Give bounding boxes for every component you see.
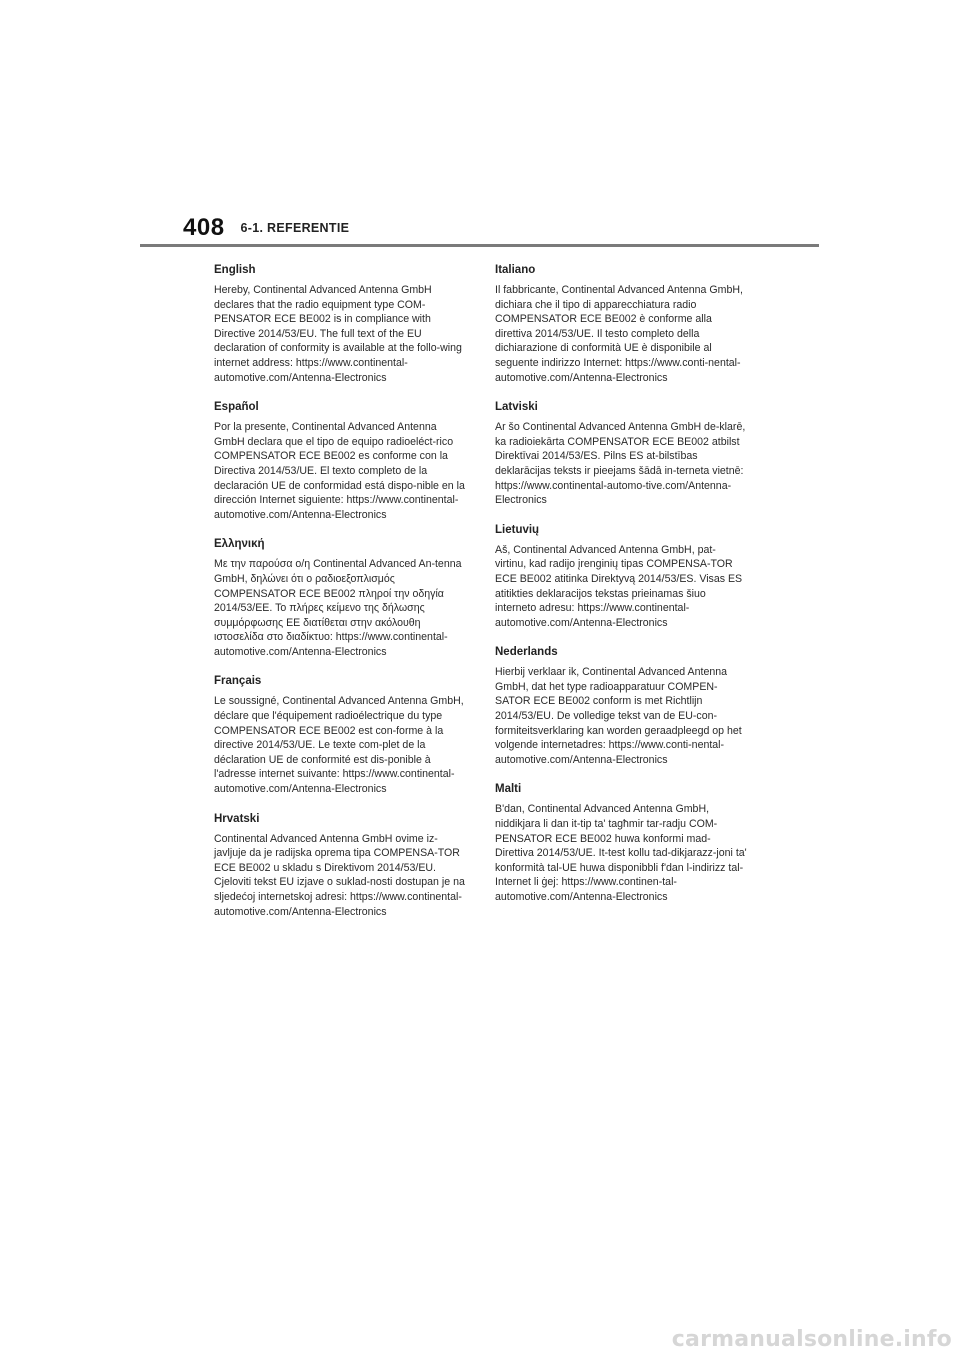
lang-heading: Ελληνική [214,538,265,551]
lang-body: Por la presente, Continental Advanced Antenna GmbH declara que el tipo de equipo radioeléct-rico COMPENSATOR ECE BE002 es conforme con la Directiva 2014/53/UE. El texto completo de la declaración UE de conformidad está dispo-nible en la dirección Internet siguiente: https://www.continental-automotive.com/Antenna-Electronics [214,421,465,521]
lang-heading: Français [214,675,262,688]
lang-section-lietuviu [495,523,747,631]
page-number: 408 [183,214,225,241]
lang-section-malti [495,782,747,904]
right-column [495,263,747,920]
lang-section-italiano [495,263,747,385]
lang-body: Le soussigné, Continental Advanced Antenna GmbH, déclare que l'équipement radioélectrique du type COMPENSATOR ECE BE002 est con-forme à la directive 2014/53/UE. Le texte com-plet de la déclaration UE de conformité est dis-ponible à l'adresse internet suivante: https://www.continental-automotive.com/Antenna-Electronics [214,695,464,796]
lang-heading: Lietuvių [495,523,540,536]
lang-body: Με την παρούσα ο/η Continental Advanced An-tenna GmbH, δηλώνει ότι ο ραδιοεξοπλισμός COMPENSATOR ECE BE002 πληροί την οδηγία 2014/53/ΕΕ. Το πλήρες κείμενο της δήλωσης συμμόρφωσης ΕΕ διατίθεται στην ακόλουθη ιστοσελίδα στο διαδίκτυο: https://www.continental-automotive.com/Antenna-Electronics [214,558,462,658]
lang-section-hrvatski [214,812,466,920]
lang-body: B'dan, Continental Advanced Antenna GmbH, niddikjara li dan it-tip ta' tagħmir tar-radju COM-PENSATOR ECE BE002 huwa konformi mad-Direttiva 2014/53/UE. It-test kollu tad-dikjarazz-joni ta' konformità tal-UE huwa disponibbli f'dan l-indirizz tal-Internet li ġej: https://www.continen-tal-automotive.com/Antenna-Electronics [495,803,747,903]
section-title: 6-1. REFERENTIE [240,221,350,235]
lang-body: Il fabbricante, Continental Advanced Antenna GmbH, dichiara che il tipo di apparecchiatura radio COMPENSATOR ECE BE002 è conforme alla direttiva 2014/53/UE. Il testo completo della dichiarazione di conformità UE è disponibile al seguente indirizzo Internet: https://www.conti-nental-automotive.com/Antenna-Electronics [495,284,743,384]
lang-body: Aš, Continental Advanced Antenna GmbH, pat-virtinu, kad radijo įrenginių tipas COMPENSA-TOR ECE BE002 atitinka Direktyvą 2014/53/ES. Visas ES atitikties deklaracijos tekstas prieinamas šiuo interneto adresu: https://www.continental-automotive.com/Antenna-Electronics [495,543,743,629]
lang-body: Hierbij verklaar ik, Continental Advanced Antenna GmbH, dat het type radioapparatuur COMPEN-SATOR ECE BE002 conform is met Richtlijn 2014/53/EU. De volledige tekst van de EU-con-formiteitsverklaring kan worden geraadpleegd op het volgende internetadres: https://www.conti-nental-automotive.com/Antenna-Electronics [495,666,742,766]
lang-section-greek [214,537,466,659]
lang-section-latviski [495,400,747,508]
lang-section-espanol [214,400,466,522]
page-header [183,214,349,244]
lang-body: Continental Advanced Antenna GmbH ovime iz-javljuje da je radijska oprema tipa COMPENSA-TOR ECE BE002 u skladu s Direktivom 2014/53/EU. Cjeloviti tekst EU izjave o suklad-nosti dostupan je na sljedećoj internetskoj adresi: https://www.continental-automotive.com/Antenna-Electronics [214,832,465,918]
lang-heading: Hrvatski [214,812,260,825]
lang-heading: Nederlands [495,646,558,659]
lang-heading: Español [214,401,259,414]
watermark-logo: carmanualsonline.info [671,1327,952,1352]
lang-heading: Italiano [495,264,536,276]
lang-heading: Latviski [495,401,538,414]
lang-body: Ar šo Continental Advanced Antenna GmbH de-klarē, ka radioiekārta COMPENSATOR ECE BE002 atbilst Direktīvai 2014/53/ES. Pilns ES at-bilstības deklarācijas teksts ir pieejams šādā in-terneta vietnē: https://www.continental-automo-tive.com/Antenna-Electronics [495,421,746,507]
lang-section-francais [214,674,466,796]
lang-heading: English [214,264,256,276]
lang-section-english [214,263,466,385]
left-column [214,263,466,934]
lang-body: Hereby, Continental Advanced Antenna GmbH declares that the radio equipment type COM-PENSATOR ECE BE002 is in compliance with Directive 2014/53/EU. The full text of the EU declaration of conformity is available at the follo-wing internet address: https://www.continental-automotive.com/Antenna-Electronics [214,284,462,384]
header-divider [140,244,819,247]
lang-section-nederlands [495,645,747,767]
lang-heading: Malti [495,783,522,796]
